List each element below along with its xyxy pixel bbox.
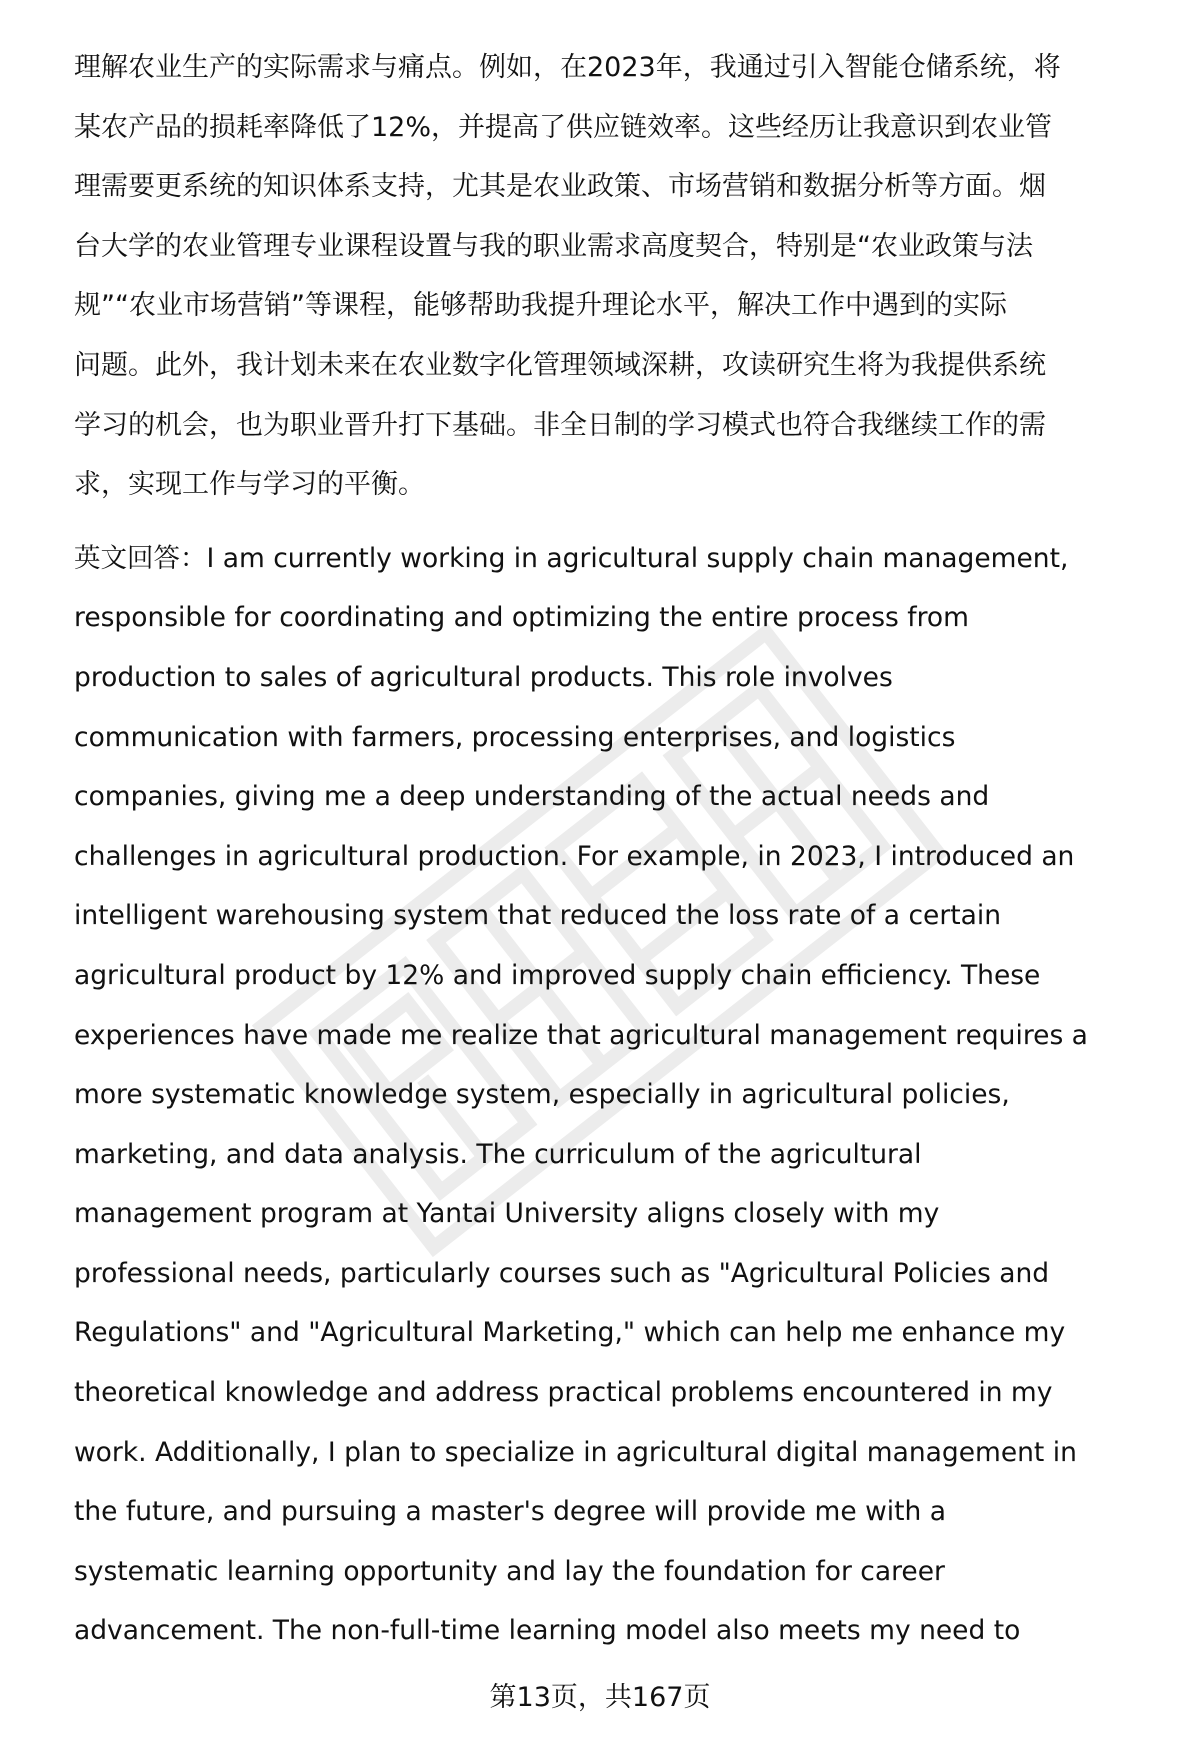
text-line: 问题。此外，我计划未来在农业数字化管理领域深耕，攻读研究生将为我提供系统 (74, 349, 1046, 381)
text-line: Regulations" and "Agricultural Marketing," which can help me enhance my (74, 1317, 1066, 1349)
text-line: production to sales of agricultural products. This role involves (74, 661, 893, 693)
paragraph-gap (74, 515, 1154, 529)
text-line: 某农产品的损耗率降低了12%，并提高了供应链效率。这些经历让我意识到农业管 (74, 111, 1053, 143)
text-line: 理解农业生产的实际需求与痛点。例如，在2023年，我通过引入智能仓储系统，将 (74, 52, 1061, 83)
english-answer-label: 英文回答： (74, 542, 207, 574)
chinese-answer-section (74, 38, 1154, 515)
text-line: challenges in agricultural production. For example, in 2023, I introduced an (74, 840, 1075, 872)
text-line: experiences have made me realize that agricultural management requires a (74, 1019, 1088, 1051)
text-line: professional needs, particularly courses such as "Agricultural Policies and (74, 1257, 1050, 1289)
text-line: more systematic knowledge system, especially in agricultural policies, (74, 1079, 1010, 1111)
text-line: work. Additionally, I plan to specialize in agricultural digital management in (74, 1436, 1077, 1468)
text-line: responsible for coordinating and optimizing the entire process from (74, 602, 969, 634)
text-line: communication with farmers, processing enterprises, and logistics (74, 721, 956, 753)
text-line: theoretical knowledge and address practical problems encountered in my (74, 1377, 1053, 1409)
text-line: the future, and pursuing a master's degree will provide me with a (74, 1496, 946, 1528)
english-first-line: I am currently working in agricultural supply chain management, (206, 542, 1069, 574)
text-line: agricultural product by 12% and improved supply chain efficiency. These (74, 959, 1041, 991)
text-line: intelligent warehousing system that reduced the loss rate of a certain (74, 900, 1001, 932)
text-line: 规”“农业市场营销”等课程，能够帮助我提升理论水平，解决工作中遇到的实际 (74, 290, 1007, 322)
text-line: marketing, and data analysis. The curriculum of the agricultural (74, 1138, 922, 1170)
document-body (74, 38, 1154, 1661)
page-number: 第13页，共167页 (489, 1682, 711, 1713)
text-line: 台大学的农业管理专业课程设置与我的职业需求高度契合，特别是“农业政策与法 (74, 230, 1033, 262)
text-line: 学习的机会，也为职业晋升打下基础。非全日制的学习模式也符合我继续工作的需 (74, 409, 1046, 441)
text-line: 求，实现工作与学习的平衡。 (74, 469, 425, 501)
text-line-first (74, 529, 1154, 589)
text-line: 理需要更系统的知识体系支持，尤其是农业政策、市场营销和数据分析等方面。烟 (74, 171, 1046, 203)
english-answer-section (74, 529, 1154, 1661)
text-line: management program at Yantai University aligns closely with my (74, 1198, 940, 1230)
text-line: systematic learning opportunity and lay the foundation for career (74, 1555, 945, 1587)
text-line: companies, giving me a deep understanding of the actual needs and (74, 781, 990, 813)
text-line: advancement. The non-full-time learning model also meets my need to (74, 1615, 1021, 1647)
